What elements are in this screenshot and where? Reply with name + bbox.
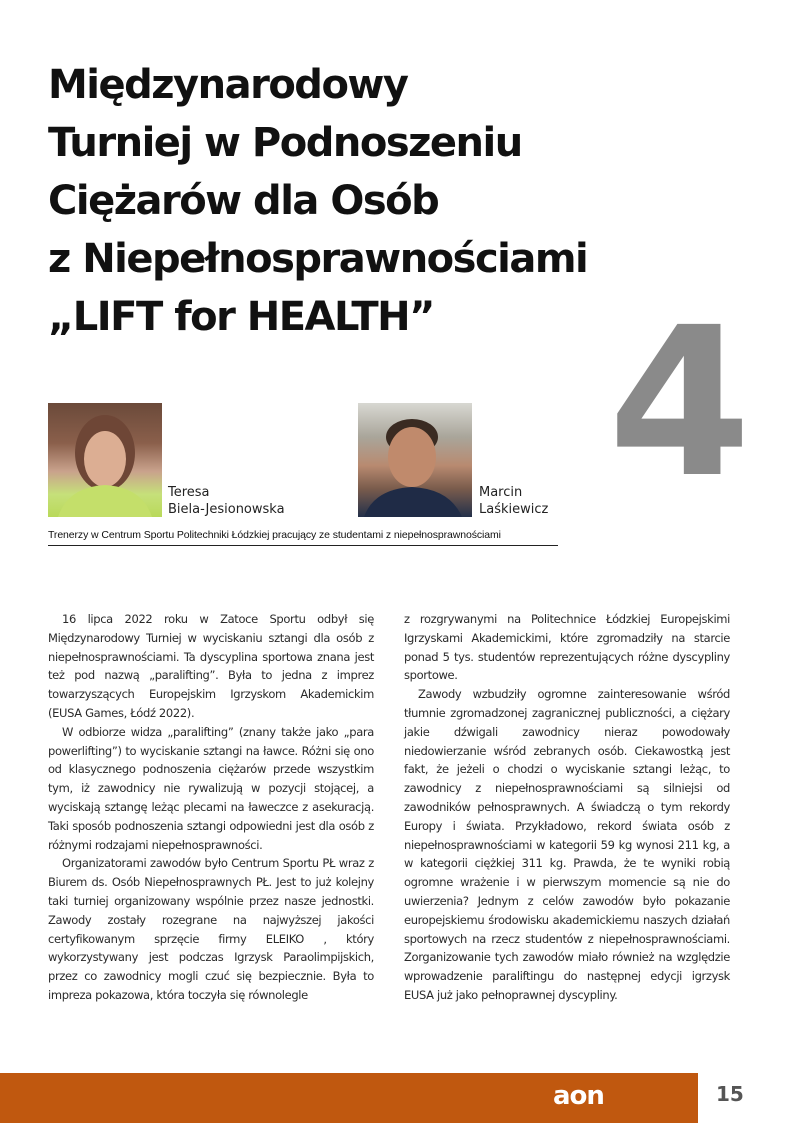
paragraph: Zawody wzbudziły ogromne zainteresowanie wśród tłumnie zgromadzonej zagranicznej publiczności, a ciężary jakie dźwigali zawodnicy nieraz powodowały niedowierzanie wśród zebranych osób. Ciekawostką jest fakt, że jeżeli o chodzi o wyciskanie sztangi leżąc, to zawodnicy z niepełnosprawnościami są silniejsi od zawodników pełnosprawnych. A świadczą o tym rekordy Europy i świata. Przykładowo, rekord świata osób z niepełnosprawnościami w kategorii 59 kg wynosi 211 kg, a w kategorii ciężkiej 311 kg. Prawda, że te wyniki robią ogromne wrażenie i w pierwszym momencie są nie do uwierzenia? Jednym z celów zawodów było pokazanie europejskiemu środowisku akademickiemu naszych działań sportowych na rzecz studentów z niepełnosprawnościami. Zorganizowanie tych zawodów miało również na względzie wprowadzenie paraliftingu do następnej edycji igrzysk EUSA już jako pełnoprawnej dyscypliny. (404, 687, 730, 1002)
paragraph: W odbiorze widza „paralifting” (znany także jako „para powerlifting”) to wyciskanie sztangi na ławce. Różni się ono od klasycznego podnoszenia ciężarów przede wszystkim tym, iż zawodnicy nie rywalizują w pozycji stojącej, a wyciskają sztangę leżąc plecami na ławeczce z asekuracją. Taki sposób podnoszenia sztangi odpowiedni jest dla osób z różnymi rodzajami niepełnosprawności. (48, 724, 374, 852)
paragraph: Organizatorami zawodów było Centrum Sportu PŁ wraz z Biurem ds. Osób Niepełnosprawnych PŁ. Jest to już kolejny taki turniej organizowany wspólnie przez nasze jednostki. Zawody zostały rozegrane na najwyższej jakości certyfikowanym sprzęcie firmy ELEIKO , który wykorzystywany jest podczas Igrzysk Paraolimpijskich, przez co zawodnicy mogli czuć się bezpiecznie. Była to impreza pokazowa, która toczyła się równolegle (48, 856, 374, 1002)
title-line: z Niepełnosprawnościami (48, 236, 588, 282)
title-line: Turniej w Podnoszeniu (48, 120, 522, 166)
chapter-number: 4 (608, 283, 748, 523)
page-number: 15 (716, 1082, 744, 1106)
article-column-2 (404, 610, 730, 1005)
article-column-1 (48, 610, 374, 1005)
trainer-photo-marcin (358, 403, 472, 517)
photo-caption: Trenerzy w Centrum Sportu Politechniki Łódzkiej pracujący ze studentami z niepełnosprawnościami (48, 527, 558, 546)
trainer-name-teresa: Teresa Biela-Jesionowska (168, 485, 285, 517)
title-line: Ciężarów dla Osób (48, 178, 439, 224)
paragraph: z rozgrywanymi na Politechnice Łódzkiej Europejskimi Igrzyskami Akademickimi, które zgromadziły na starcie ponad 5 tys. studentów reprezentujących różne dyscypliny sportowe. (404, 612, 730, 683)
trainer-photo-teresa (48, 403, 162, 517)
trainer-name-marcin: Marcin Laśkiewicz (479, 485, 549, 517)
paragraph: 16 lipca 2022 roku w Zatoce Sportu odbył się Międzynarodowy Turniej w wyciskaniu sztangi dla osób z niepełnosprawnościami. Ta dyscyplina sportowa znana jest też pod nazwą „paralifting”. Była to jedna z imprez towarzyszących Europejskim Igrzyskom Akademickim (EUSA Games, Łódź 2022). (48, 612, 374, 720)
title-line: Międzynarodowy (48, 62, 408, 108)
aon-logo: aon (553, 1081, 604, 1111)
title-line: „LIFT for HEALTH” (48, 294, 434, 340)
